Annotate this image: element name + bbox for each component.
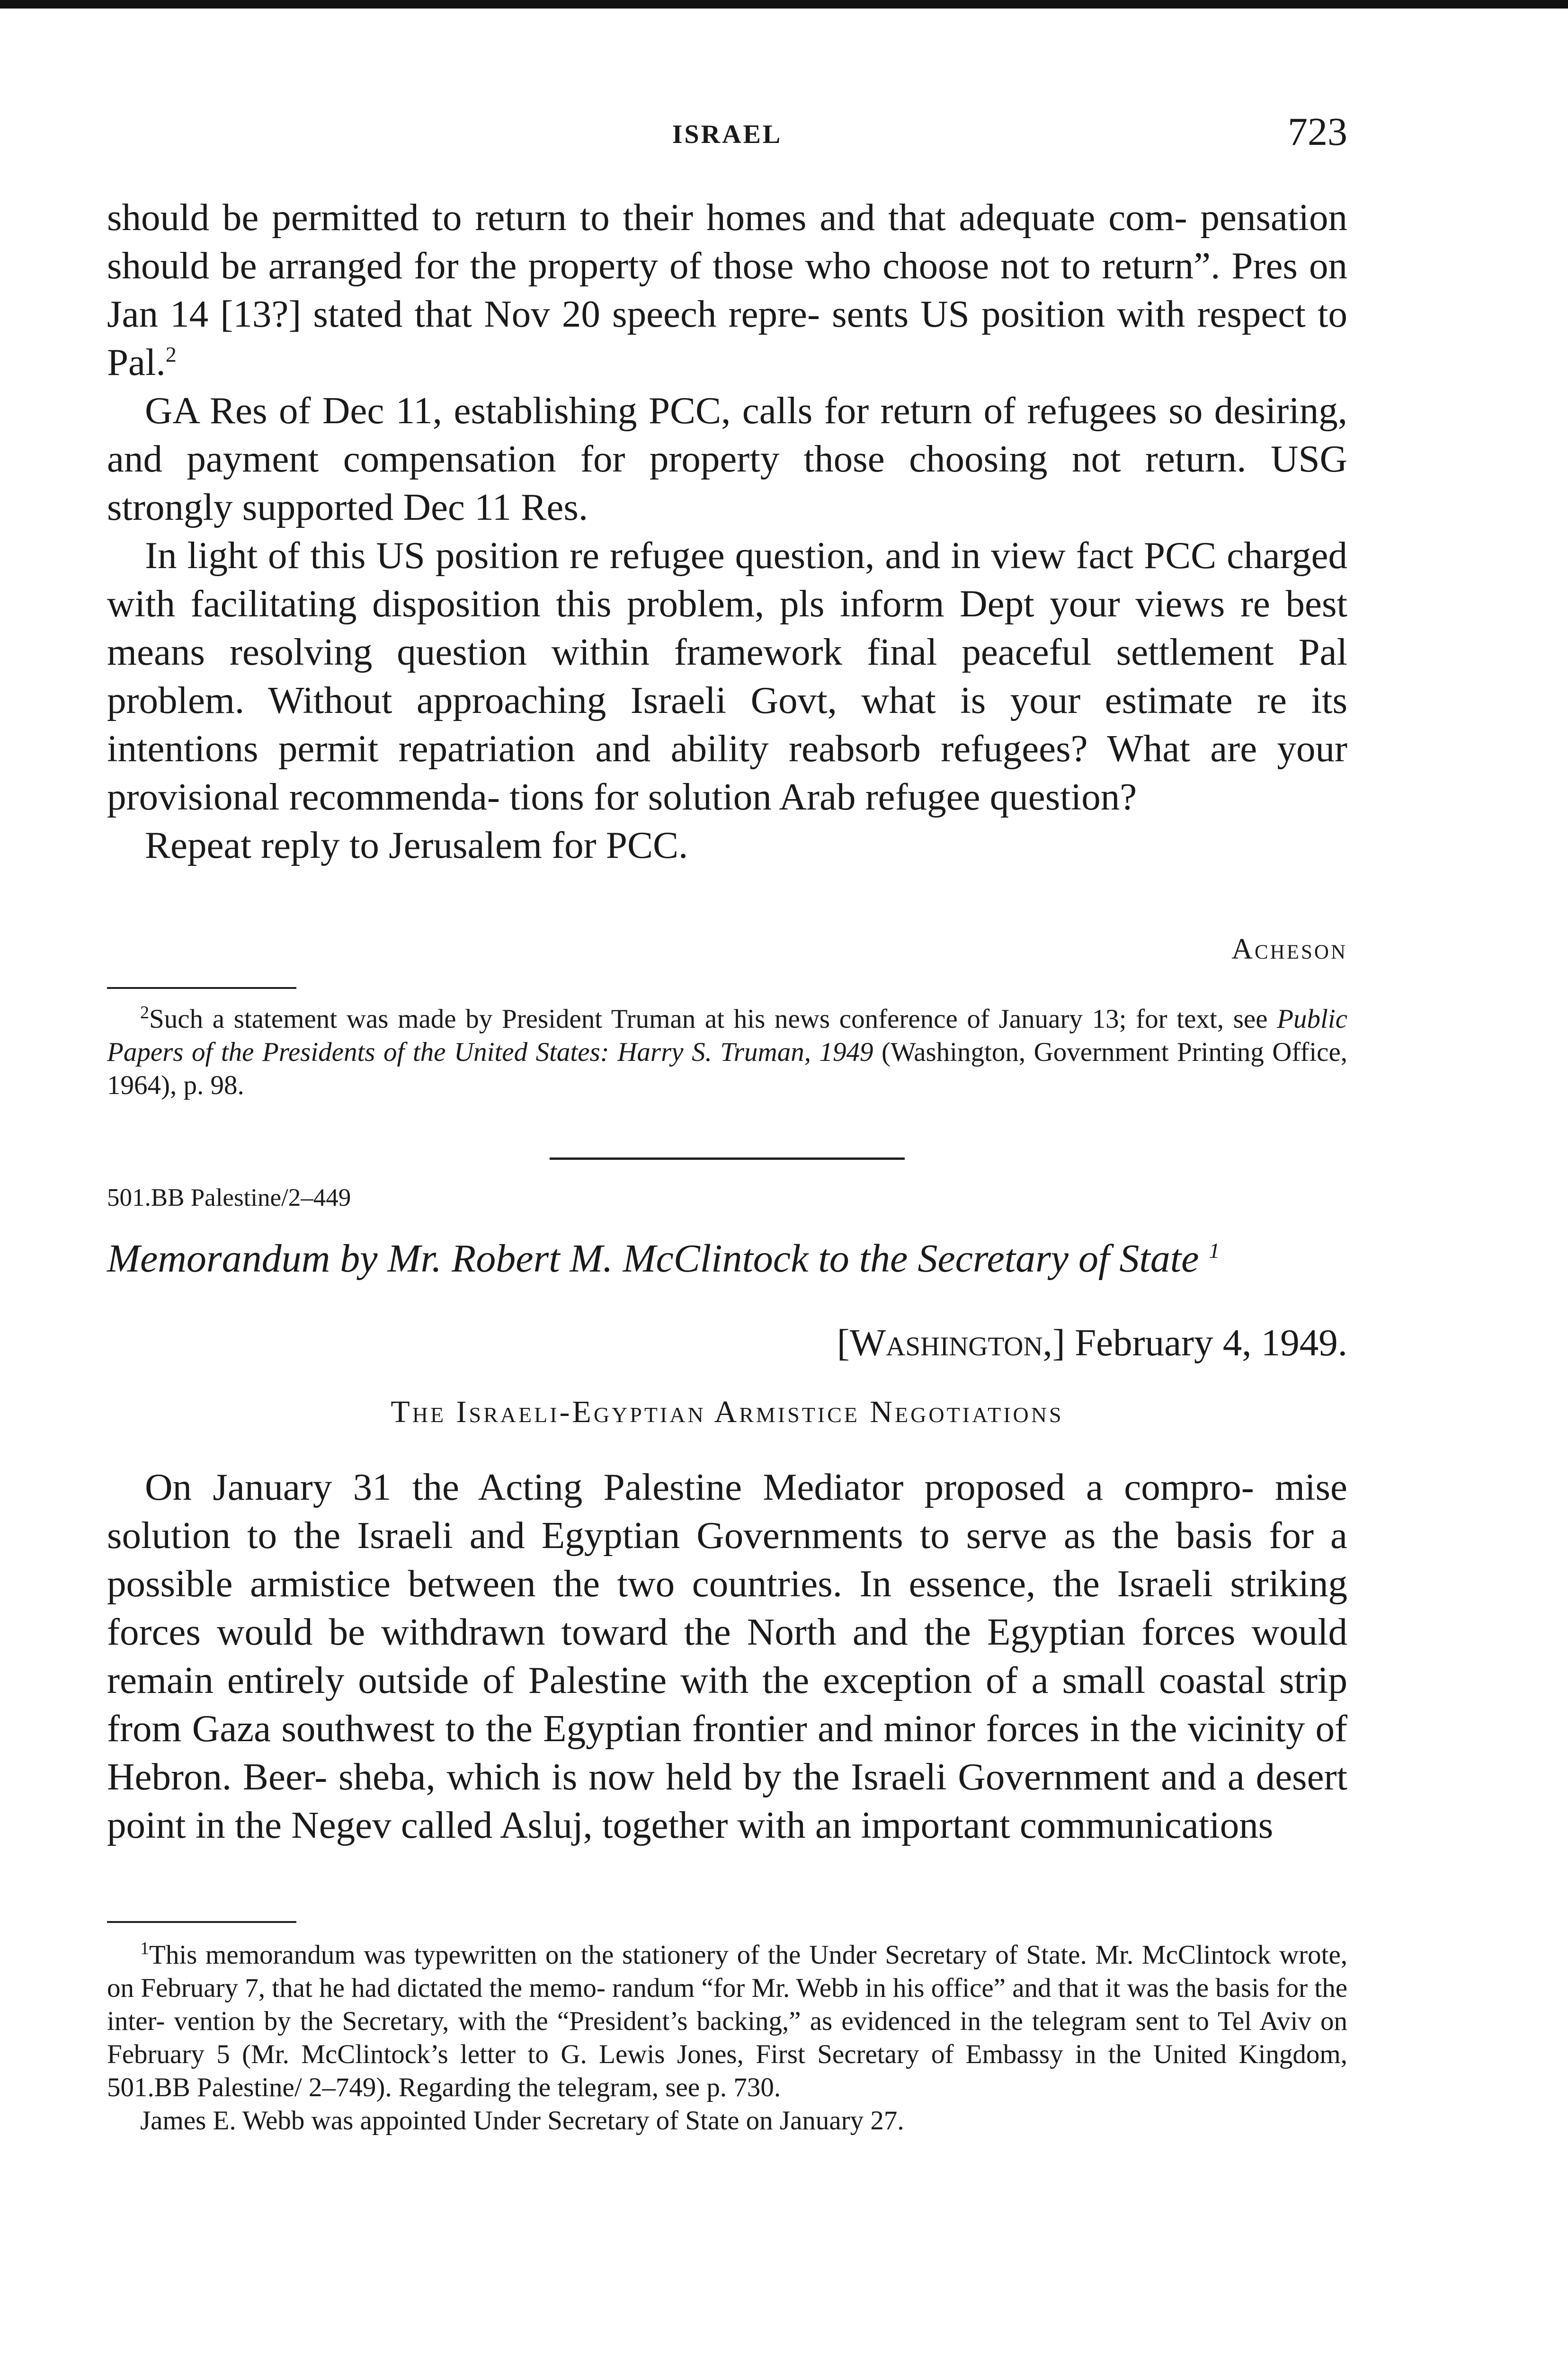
telegram-paragraph: should be permitted to return to their homes and that adequate com- pensation should be arranged for the property of those who choose not to return”. Pres on Jan 14 [13?] stated that Nov 20 speech repre- sents US position with respect to Pal.$^2$ — [107, 196, 1347, 383]
document-title: Memorandum by Mr. Robert M. McClintock to the Secretary of State $^1$ — [107, 1237, 1220, 1281]
memorandum-footnote: $^1$This memorandum was typewritten on the stationery of the Under Secretary of State. Mr. McClintock wrote, on February 7, that he had dictated the memo- randum “for Mr. Webb in his office” and that it was the basis for the inter- vention by the Secretary, with the “President’s backing,” as evidenced in the telegram sent to Tel Aviv on February 5 (Mr. McClintock’s letter to G. Lewis Jones, First Secretary of Embassy in the United Kingdom, 501.BB Palestine/ 2–749). Regarding the telegram, see p. 730. James E. Webb was appointed Under Secretary of State on January 27. — [107, 1939, 1347, 2137]
dateline — [837, 1321, 1347, 1365]
file-number: 501.BB Palestine/2–449 — [107, 1184, 351, 1211]
section-heading: The Israeli-Egyptian Armistice Negotiations — [391, 1395, 1064, 1429]
footnote-reference: 2 — [165, 342, 177, 366]
telegram-paragraph: GA Res of Dec 11, establishing PCC, calls for return of refugees so desiring, and payment compensation for property those choosing not return. USG strongly supported Dec 11 Res. — [107, 389, 1347, 528]
footnote-note: James E. Webb was appointed Under Secretary of State on January 27. — [140, 2106, 904, 2136]
memorandum-paragraph: On January 31 the Acting Palestine Mediator proposed a compro- mise solution to the Israeli and Egyptian Governments to serve as the basis for a possible armistice between the two countries. In essence, the Israeli striking forces would be withdrawn toward the North and the Egyptian forces would remain entirely outside of Palestine with the exception of a small coastal strip from Gaza southwest to the Egyptian frontier and minor forces in the vicinity of Hebron. Beer- sheba, which is now held by the Israeli Government and a desert point in the Negev called Asluj, together with an important communications — [107, 1466, 1347, 1846]
signature: Acheson — [1231, 933, 1347, 965]
footnote-mark: 1 — [140, 1939, 149, 1958]
telegram-paragraph: Repeat reply to Jerusalem for PCC. — [145, 824, 688, 866]
running-title: ISRAEL — [672, 120, 783, 149]
dateline-date: February 4, 1949. — [1075, 1321, 1347, 1364]
page-number: 723 — [1288, 110, 1347, 154]
running-head — [107, 109, 1347, 156]
telegram-body — [107, 193, 1347, 869]
top-border — [0, 0, 1568, 9]
dateline-place: [Washington,] — [837, 1321, 1065, 1364]
section-divider — [550, 1157, 905, 1160]
footnote-rule — [107, 1921, 296, 1923]
footnote-rule — [107, 987, 296, 989]
footnote-citation: Public Papers of the Presidents of the United States: Harry S. Truman, 1949 — [107, 1004, 1347, 1067]
telegram-paragraph: In light of this US position re refugee question, and in view fact PCC charged with facilitating disposition this problem, pls inform Dept your views re best means resolving question within framework final peaceful settlement Pal problem. Without approaching Israeli Govt, what is your estimate re its intentions permit repatriation and ability reabsorb refugees? What are your provisional recommenda- tions for solution Arab refugee question? — [107, 534, 1347, 818]
memorandum-body — [107, 1463, 1347, 1849]
footnote-mark: 2 — [140, 1003, 149, 1023]
title-footnote-reference: 1 — [1209, 1238, 1220, 1263]
telegram-footnote: $^2$Such a statement was made by President Truman at his news conference of January 13; for text, see Public Papers of the Presidents of the United States: Harry S. Truman, 1949 (Washington, Government Printing Office, 1964), p. 98. — [107, 1003, 1348, 1100]
